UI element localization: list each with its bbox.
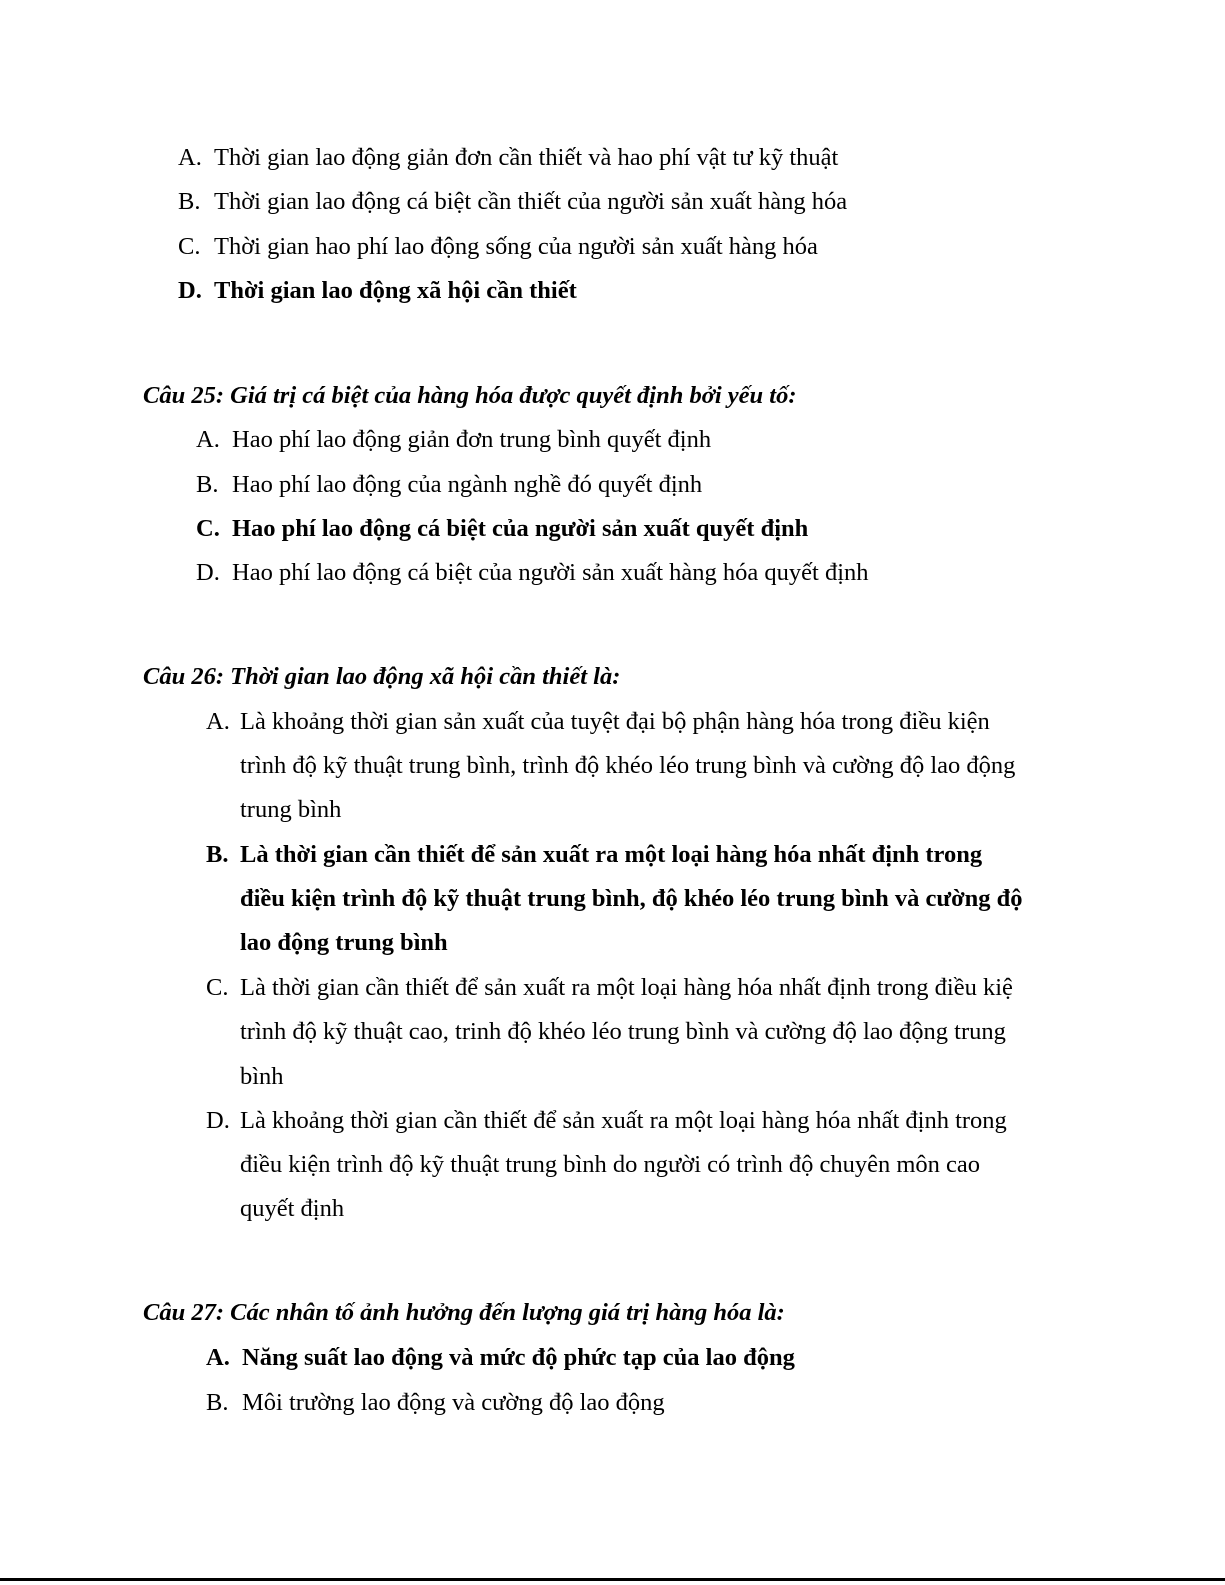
option-text: Thời gian lao động cá biệt cần thiết của người sản xuất hàng hóa	[214, 188, 848, 215]
option-letter: D.	[196, 559, 220, 586]
option-text: Thời gian lao động giản đơn cần thiết và hao phí vật tư kỹ thuật	[214, 144, 839, 171]
q26-question: Câu 26: Thời gian lao động xã hội cần thiết là:	[143, 663, 621, 690]
q27-question: Câu 27: Các nhân tố ảnh hưởng đến lượng giá trị hàng hóa là:	[143, 1299, 785, 1326]
q26-option-b-line-3: lao động trung bình	[240, 929, 448, 956]
option-text: Hao phí lao động của ngành nghề đó quyết định	[232, 471, 703, 498]
q26-option-b-line-2: điều kiện trình độ kỹ thuật trung bình, độ khéo léo trung bình và cường độ	[240, 885, 1023, 912]
q26-option-a-line-2: trình độ kỹ thuật trung bình, trình độ khéo léo trung bình và cường độ lao động	[240, 752, 1016, 779]
q26-option-a-letter: A.	[206, 708, 230, 735]
option-text: Hao phí lao động giản đơn trung bình quyết định	[232, 426, 712, 453]
option-text: Môi trường lao động và cường độ lao động	[242, 1389, 665, 1416]
q27-option-a-correct	[206, 1343, 795, 1373]
q26-option-d-letter: D.	[206, 1107, 230, 1134]
q24-option-b	[178, 187, 847, 217]
option-letter: B.	[206, 1389, 229, 1416]
q26-option-a-line-3: trung bình	[240, 796, 342, 823]
option-letter: C.	[178, 233, 201, 260]
option-text: Năng suất lao động và mức độ phức tạp của lao động	[242, 1344, 795, 1371]
q24-option-a	[178, 143, 838, 173]
q26-option-c-line-1: Là thời gian cần thiết để sản xuất ra một loại hàng hóa nhất định trong điều kiệ	[240, 974, 1013, 1001]
option-letter: A.	[178, 144, 202, 171]
option-text: Hao phí lao động cá biệt của người sản xuất hàng hóa quyết định	[232, 559, 869, 586]
q26-option-a-line-1: Là khoảng thời gian sản xuất của tuyệt đại bộ phận hàng hóa trong điều kiện	[240, 708, 990, 735]
q25-option-a	[196, 425, 711, 455]
option-letter: B.	[196, 471, 219, 498]
option-letter: C.	[196, 515, 220, 542]
q25-question: Câu 25: Giá trị cá biệt của hàng hóa được quyết định bởi yếu tố:	[143, 382, 797, 409]
q26-option-b-line-1: Là thời gian cần thiết để sản xuất ra một loại hàng hóa nhất định trong	[240, 841, 983, 868]
q26-option-d-line-1: Là khoảng thời gian cần thiết để sản xuất ra một loại hàng hóa nhất định trong	[240, 1107, 1007, 1134]
q26-option-c-line-3: bình	[240, 1063, 284, 1090]
page-bottom-border	[0, 1578, 1225, 1581]
q24-option-c	[178, 232, 818, 262]
q26-option-b-letter: B.	[206, 841, 229, 868]
q25-option-b	[196, 470, 702, 500]
option-letter: A.	[206, 1344, 230, 1371]
option-letter: A.	[196, 426, 220, 453]
option-letter: D.	[178, 277, 202, 304]
option-text: Thời gian lao động xã hội cần thiết	[214, 277, 577, 304]
q24-option-d-correct	[178, 276, 577, 306]
q27-option-b	[206, 1388, 665, 1418]
q25-option-c-correct	[196, 514, 808, 544]
q25-option-d	[196, 558, 869, 588]
q26-option-c-letter: C.	[206, 974, 229, 1001]
option-text: Thời gian hao phí lao động sống của người sản xuất hàng hóa	[214, 233, 818, 260]
option-text: Hao phí lao động cá biệt của người sản xuất quyết định	[232, 515, 809, 542]
q26-option-d-line-3: quyết định	[240, 1195, 345, 1222]
q26-option-c-line-2: trình độ kỹ thuật cao, trinh độ khéo léo trung bình và cường độ lao động trung	[240, 1018, 1006, 1045]
option-letter: B.	[178, 188, 201, 215]
q26-option-d-line-2: điều kiện trình độ kỹ thuật trung bình do người có trình độ chuyên môn cao	[240, 1151, 981, 1178]
